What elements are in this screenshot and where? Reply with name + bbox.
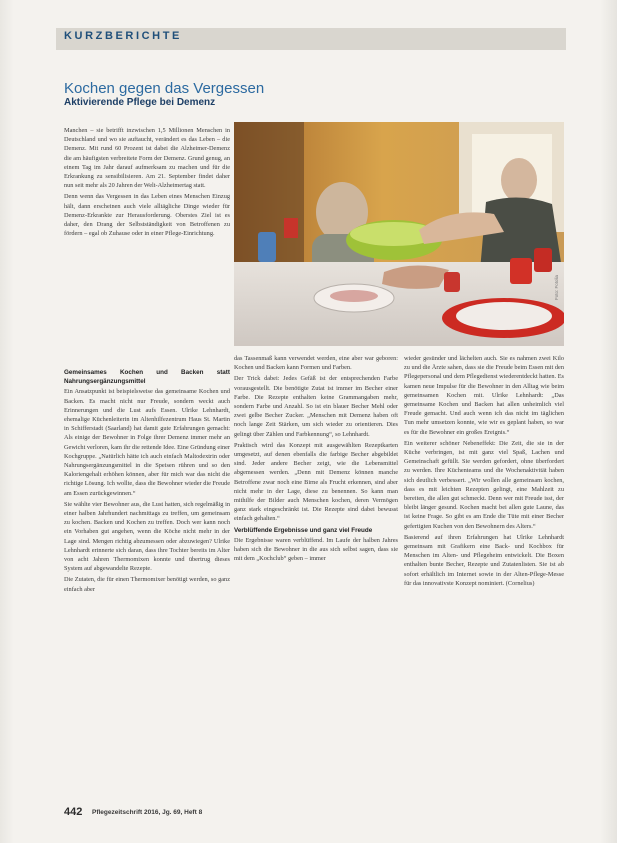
intro-paragraph: Manchen – sie betrifft inzwischen 1,5 Millionen Menschen in Deutschland und wo sie auftaucht, verändert es das Leben – die Demenz. Mit rund 60 Prozent ist dabei die Alzheimer-Demenz die am häufigsten verbreitete Form der Demenz. Grund genug, an einem Tag im Jahr darauf aufmerksam zu machen und für die Erkrankung zu sensibilisieren. Am 21. September findet daher nun seit mehr als 20 Jahren der Welt-Alzheimertag statt.: [64, 127, 230, 190]
page-number: 442: [64, 806, 83, 818]
left-column-subhead: Gemeinsames Kochen und Backen statt Nahrungsergänzungsmittel: [64, 369, 230, 386]
body-paragraph: Ein weiterer schöner Nebeneffekt: Die Zeit, die sie in der Küche verbringen, ist mit ganz viel Spaß, Lachen und Gemeinschaft gefüllt. Sie werden gefordert, ohne überfordert zu werden. Ihre Küchenteams und die Wochenaktivität haben sich deutlich verbessert. „Wir wollen alle gemeinsam kochen, dass es mit leichten Rezepten gelingt, eine Mahlzeit zu bereiten, die allen gut schmeckt. Denn wer mit Freude isst, der bleibt länger gesund. Kochen macht bei allen gute Laune, das ist keine Frage. So gibt es am Ende die Tüte mit einer Becher gefertigten Kuchen von den Bewohnern des Alters.“: [404, 439, 564, 530]
body-paragraph: Der Trick dabei: Jedes Gefäß ist der entsprechenden Farbe vorausgestellt. Die benötigte Zutat ist immer im Becher einer Farbe. Die Rezepte enthalten keine Grammangaben mehr, sondern Farbe und Anzahl. So ist ein blauer Becher Mehl oder zwei gelbe Becher Zucker. „Menschen mit Demenz haben oft noch lange Zeit Stärken, um sich wieder zu orientieren. Dies gelingt über Zählen und Farbkennung“, so Lehnhardt.: [234, 375, 398, 438]
body-paragraph: das Tassenmaß kann verwendet werden, eine aber war geboren: Kochen und Backen kann Formen und Farben.: [234, 355, 398, 372]
intro-paragraph: Denn wenn das Vergessen in das Leben eines Menschen Einzug hält, dann erscheinen auch viele alltägliche Dinge wieder für Demenz-Erkrankte zur Herausforderung. Oberstes Ziel ist es daher, den Drang der Selbstständigkeit von Betroffenen zu fördern – egal ob Zuhause oder in einer Pflege-Einrichtung.: [64, 193, 230, 238]
right-column: [404, 354, 564, 590]
kitchen-scene-photo: [234, 122, 564, 346]
left-column: [64, 366, 230, 596]
body-paragraph: Die Zutaten, die für einen Thermomixer benötigt werden, so ganz einfach aber: [64, 576, 230, 593]
body-paragraph: Basierend auf ihren Erfahrungen hat Ulrike Lehnhardt gemeinsam mit Grafikern eine Back- und Kochbox für Menschen im Alten- und Pflegeheim entwickelt. Die Boxen enthalten bunte Becher, Rezepte und Zutatenlisten. Sie ist ab sofort erhältlich im Internet sowie in der Alten-Pflege-Messe für das innovativste Konzept nominiert. (Cornelius): [404, 533, 564, 587]
journal-citation: Pflegezeitschrift 2016, Jg. 69, Heft 8: [92, 809, 203, 816]
section-label: KURZBERICHTE: [64, 30, 182, 42]
body-paragraph: Ein Ansatzpunkt ist beispielsweise das gemeinsame Kochen und Backen. Es macht nicht nur Freude, sondern weckt auch Erinnerungen und die Lust aufs Essen. Ulrike Lehnhardt, ehemalige Küchenleiterin im Altenhilfezentrum Haus St. Martin in Schifferstadt (Saarland) hat damit gute Erfahrungen gemacht: Als einige der Bewohner in Folge ihrer Demenz immer mehr an Gewicht verloren, kam ihr die rettende Idee. Eine Gründung einer Kochgruppe. „Natürlich hätte ich auch einfach Maltodextrin oder Nahrungsergänzungsmittel in die Speisen rühren und so den Kaloriengehalt erhöhen können, aber für mich war das nicht die richtige Lösung. Ich wollte, dass die Bewohner wieder die Freude am Essen zurückgewinnen.“: [64, 388, 230, 497]
article-photo: [234, 122, 564, 346]
photo-credit: Foto: Fotolia: [554, 274, 559, 300]
body-paragraph: Die Ergebnisse waren verblüffend. Im Laufe der halben Jahres haben sich die Bewohner in die aus sich selbst sagen, dass sie mit dem „Kochclub“ geben – immer: [234, 536, 398, 563]
middle-column: [234, 354, 398, 565]
body-paragraph: Sie wählte vier Bewohner aus, die Lust hatten, sich regelmäßig in einer halben Jahrhundert nachmittags zu treffen, um gemeinsam zu kochen. Backen und Kochen zu treffen. Doch wer kann noch ein Vorhaben gut angehen, wenn die Köche nicht mehr in der Lage sind. Mengen richtig abzumessen oder abzuwiegen? Ulrike Lehnhardt erinnerte sich daran, dass ihre Tochter bereits im Alter von acht Jahren Thermomixen konnte und übertrug dieses System auf abgewandelte Rezepte.: [64, 500, 230, 573]
middle-column-subhead: Verblüffende Ergebnisse und ganz viel Freude: [234, 526, 373, 534]
body-paragraph: wieder gesünder und lächelten auch. Sie es nahmen zwei Kilo zu und die Ärzte sahen, dass sie die Freude beim Essen mit den Pflegepersonal und dem Pflegedienst wiederentdeckt hatten. Es kamen neue Impulse für die Bewohner in den Alltag wie beim gemeinsamen Kochen mit. Ulrike Lehnhardt: „Das gemeinsame Kochen und Backen hat allen unheimlich viel Freude gemacht. Und auch wenn ich das nicht im täglichen Tun mehr umsetzen konnte, wie wir es geplant haben, so war es für die Bewohner ein großes Ereignis.“: [404, 355, 564, 436]
body-paragraph: Praktisch wird das Konzept mit ausgewählten Rezeptkarten umgesetzt, auf denen ebenfalls die farbige Becher abgebildet sind. Jeder andere Becher zeigt, wie die Lebensmittel abgemessen werden. „Denn mit Demenz können manche Betroffene zwar noch eine Birne als Frucht erkennen, sind aber nicht mehr in der Lage, diese zu benennen. So kann man mithilfe der Bilder auch Menschen kochen, deren Vermögen ganz stark eingeschränkt ist. Die Rezepte sind dabei bewusst einfach gehalten.“: [234, 441, 398, 523]
intro-column: [64, 126, 230, 240]
article-title: Kochen gegen das Vergessen: [64, 80, 265, 97]
article-subtitle: Aktivierende Pflege bei Demenz: [64, 97, 216, 108]
